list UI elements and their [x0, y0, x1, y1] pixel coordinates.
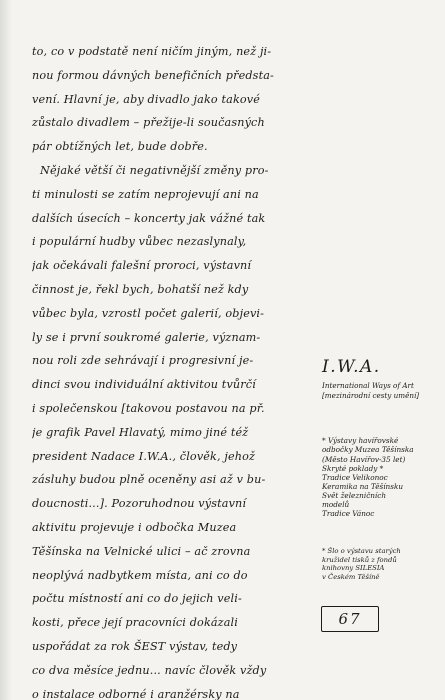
iwa-subtitle-line: [mezinárodní cesty umění] [322, 390, 420, 400]
text-line: co dva měsíce jednu... navíc člověk vždy [32, 663, 267, 677]
text-line: aktivitu projevuje i odbočka Muzea [32, 520, 237, 534]
exhibitions-list [322, 436, 442, 518]
page-number: 67 [321, 606, 379, 632]
text-line: kosti, přece její pracovníci dokázali [32, 616, 239, 630]
text-line: to, co v podstatě není ničím jiným, než ji- [32, 45, 272, 58]
text-line: zásluhy budou plně oceněny asi až v bu- [32, 473, 266, 487]
text-line: Nějaké větší či negativnější změny pro- [40, 163, 269, 177]
footnote-line: v Českém Těšíně [322, 572, 380, 581]
text-line: o instalace odborné i aranžérsky na [32, 687, 240, 700]
text-line: doucnosti...]. Pozoruhodnou výstavní [32, 497, 247, 511]
exhibitions-list-item: modelů [322, 499, 350, 509]
text-line: Těšínska na Velnické ulici – ač zrovna [32, 544, 251, 558]
exhibitions-list-item: (Město Havířov-35 let) [322, 454, 406, 464]
footnote-line: * Šlo o výstavu starých [322, 547, 401, 555]
text-line: uspořádat za rok ŠEST výstav, tedy [32, 639, 238, 653]
text-line: je grafik Pavel Hlavatý, mimo jiné též [32, 425, 249, 439]
text-line: i společenskou [takovou postavou na př. [32, 401, 265, 415]
text-line: nou roli zde sehrávají i progresivní je- [32, 354, 254, 368]
main-text-column [32, 40, 312, 700]
text-line: počtu místností ani co do jejich veli- [32, 592, 242, 606]
text-line: ly se i první soukromé galerie, význam- [32, 330, 261, 344]
exhibitions-list-item: Tradice Velikonoc [322, 472, 388, 482]
exhibitions-list-item: Tradice Vánoc [322, 508, 375, 518]
book-gutter-shadow [0, 0, 12, 700]
iwa-subtitle-line: International Ways of Art [322, 381, 414, 390]
footnote-line: kružidel tisků z fondů [322, 555, 397, 564]
exhibitions-list-item: * Výstavy havířovské [322, 436, 399, 445]
text-line: činnost je, řekl bych, bohatší než kdy [32, 282, 249, 296]
footnote-line: knihovny SILESIA [322, 564, 385, 573]
exhibitions-list-item: Skryté poklady * [322, 463, 384, 473]
text-line: vůbec byla, vzrostl počet galerií, objevi- [32, 306, 265, 320]
text-line: neoplývá nadbytkem místa, ani co do [32, 568, 248, 582]
text-line: pár obtížných let, bude dobře. [32, 140, 208, 154]
text-line: ti minulosti se zatím neprojevují ani na [32, 187, 259, 201]
text-line: dinci svou individuální aktivitou tvůrčí [32, 378, 256, 392]
text-line: dalších úsecích – koncerty jak vážné tak [32, 211, 266, 225]
footnote [322, 547, 440, 581]
text-line: jak očekávali falešní proroci, výstavní [32, 259, 252, 273]
text-line: zůstalo divadlem – přežije-li současných [32, 116, 265, 130]
text-line: president Nadace I.W.A., člověk, jehož [32, 449, 256, 463]
text-line: i populární hudby vůbec nezaslynaly, [32, 235, 247, 249]
iwa-title: I.W.A. [322, 357, 381, 377]
exhibitions-list-item: Svět železničních [322, 490, 387, 500]
text-line: vení. Hlavní je, aby divadlo jako takové [32, 92, 261, 106]
exhibitions-list-item: odbočky Muzea Těšínska [322, 445, 414, 455]
exhibitions-list-item: Keramika na Těšínsku [322, 481, 404, 491]
text-line: nou formou dávných benefičních předsta- [32, 68, 274, 82]
iwa-subtitle [322, 381, 440, 400]
